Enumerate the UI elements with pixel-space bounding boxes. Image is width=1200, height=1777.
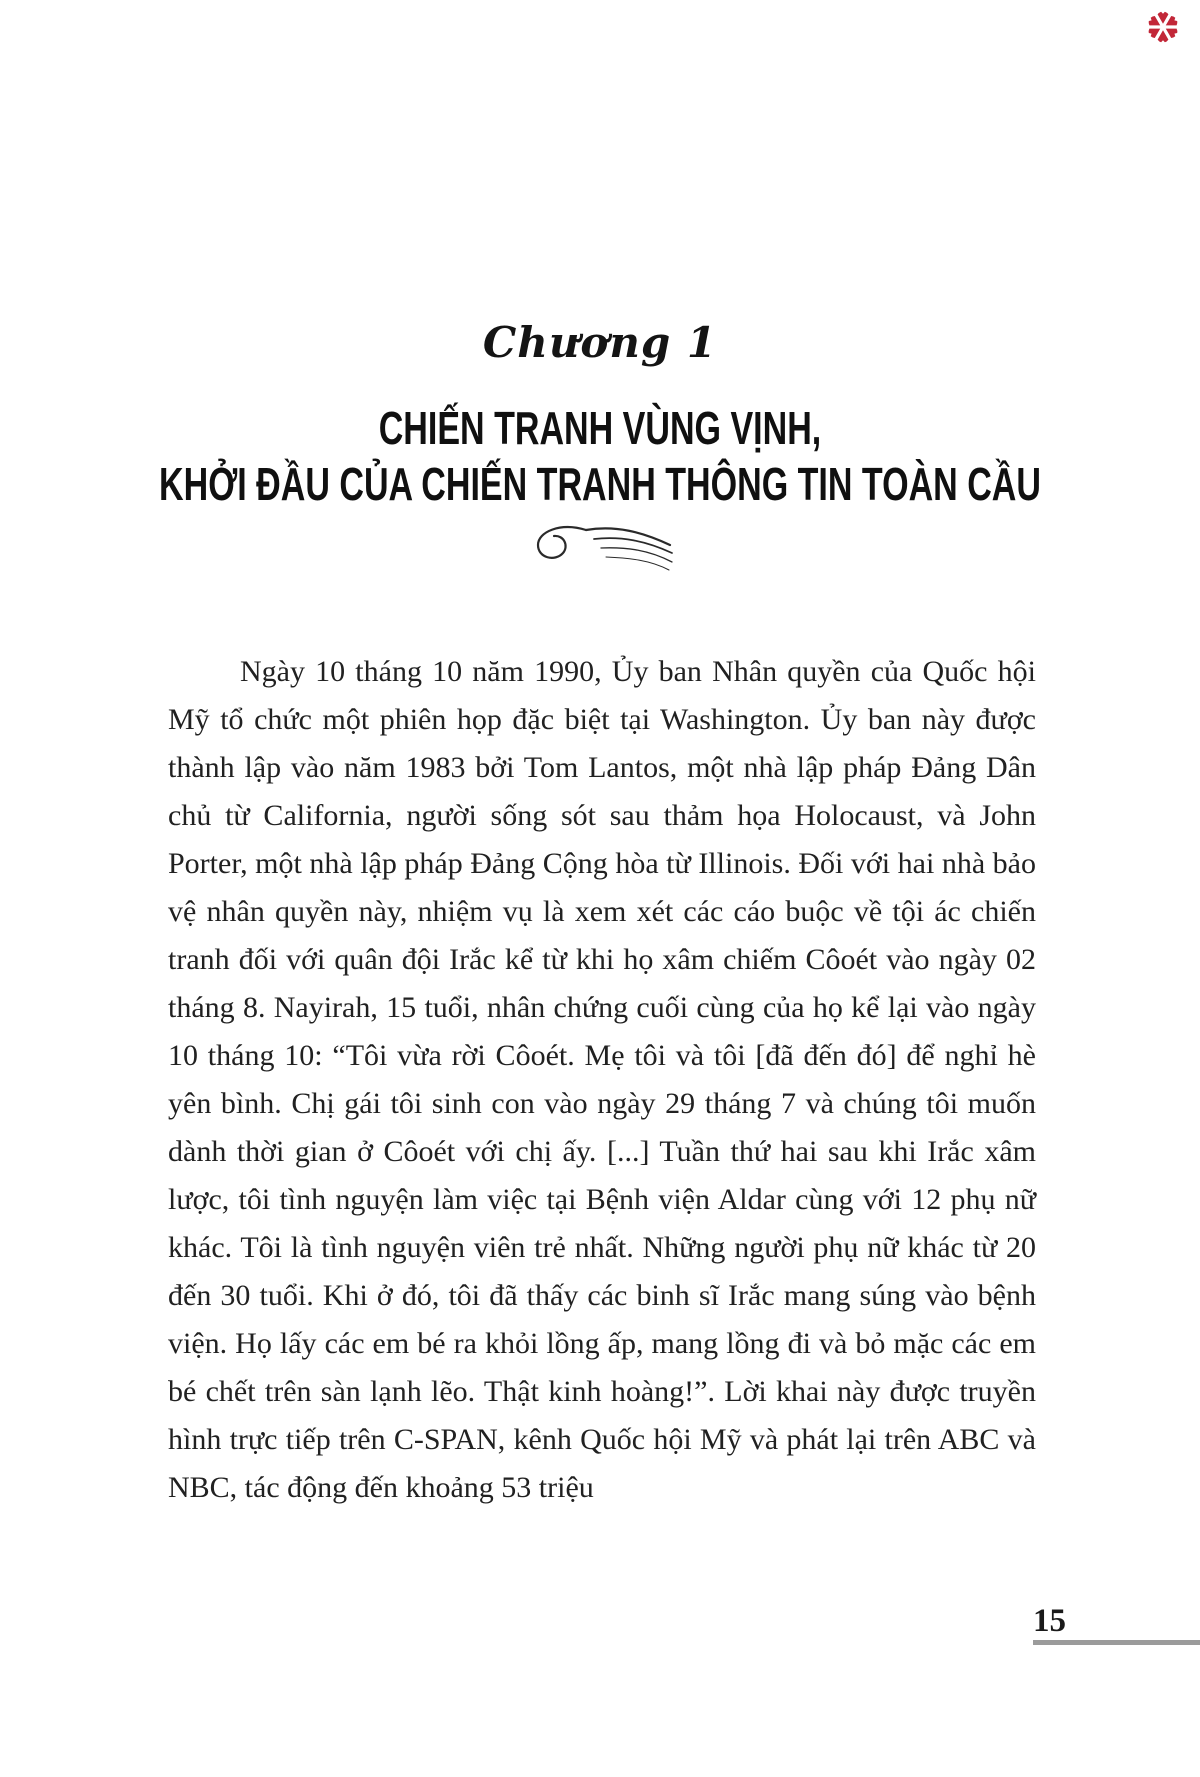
chapter-title-line-1: CHIẾN TRANH VÙNG VỊNH, bbox=[378, 402, 822, 454]
chapter-label: Chương 1 bbox=[482, 318, 718, 367]
page-number: 15 bbox=[1033, 1603, 1066, 1639]
body-paragraph: Ngày 10 tháng 10 năm 1990, Ủy ban Nhân quyền của Quốc hội Mỹ tổ chức một phiên họp đặc biệt tại Washington. Ủy ban này được thành lập vào năm 1983 bởi Tom Lantos, một nhà lập pháp Đảng Dân chủ từ California, người sống sót sau thảm họa Holocaust, và John Porter, một nhà lập pháp Đảng Cộng hòa từ Illinois. Đối với hai nhà bảo vệ nhân quyền này, nhiệm vụ là xem xét các cáo buộc về tội ác chiến tranh đối với quân đội Irắc kể từ khi họ xâm chiếm Côoét vào ngày 02 tháng 8. Nayirah, 15 tuổi, nhân chứng cuối cùng của họ kể lại vào ngày 10 tháng 10: “Tôi vừa rời Côoét. Mẹ tôi và tôi [đã đến đó] để nghỉ hè yên bình. Chị gái tôi sinh con vào ngày 29 tháng 7 và chúng tôi muốn dành thời gian ở Côoét với chị ấy. [...] Tuần thứ hai sau khi Irắc xâm lược, tôi tình nguyện làm việc tại Bệnh viện Aldar cùng với 12 phụ nữ khác. Tôi là tình nguyện viên trẻ nhất. Những người phụ nữ khác từ 20 đến 30 tuổi. Khi ở đó, tôi đã thấy các binh sĩ Irắc mang súng vào bệnh viện. Họ lấy các em bé ra khỏi lồng ấp, mang lồng đi và bỏ mặc các em bé chết trên sàn lạnh lẽo. Thật kinh hoàng!”. Lời khai này được truyền hình trực tiếp trên C-SPAN, kênh Quốc hội Mỹ và phát lại trên ABC và NBC, tác động đến khoảng 53 triệu bbox=[168, 655, 1036, 1504]
footer-rule bbox=[1033, 1640, 1200, 1645]
chapter-title-line-2: KHỞI ĐẦU CỦA CHIẾN TRANH THÔNG TIN TOÀN CẦU bbox=[159, 458, 1041, 510]
body-text-block bbox=[168, 648, 1036, 1512]
calligraphic-swash-divider-icon bbox=[528, 522, 676, 586]
red-flower-icon bbox=[1147, 11, 1179, 43]
chapter-title bbox=[0, 400, 1200, 512]
